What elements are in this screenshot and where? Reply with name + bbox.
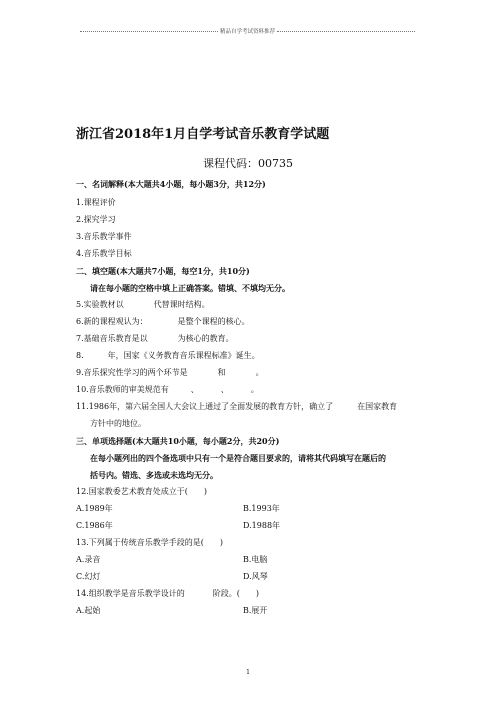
page-title: 浙江省2018年1月自学考试音乐教育学试题 bbox=[76, 127, 330, 142]
question-12-option-d: D.1988年 bbox=[243, 521, 281, 530]
question-11-text-b: 在国家教育 bbox=[357, 402, 398, 411]
question-3: 3.音乐教学事件 bbox=[76, 232, 132, 241]
question-6-text-a: 6.新的课程观认为： bbox=[76, 317, 148, 326]
question-10-text-d: 。 bbox=[250, 385, 259, 394]
question-12-option-c: C.1986年 bbox=[76, 521, 113, 530]
question-11-text-a: 11.1986年，第六届全国人大会议上通过了全面发展的教育方针，确立了 bbox=[76, 402, 334, 411]
question-8 bbox=[76, 351, 260, 361]
question-10-text-c: 、 bbox=[220, 385, 229, 394]
question-14-text-a: 14.组织教学是音乐教学设计的 bbox=[76, 589, 185, 598]
section-3-instruction-line-2: 括号内。错选、多选或未选均无分。 bbox=[90, 470, 218, 480]
question-10 bbox=[76, 385, 259, 395]
question-12-stem: 12.国家教委艺术教育处成立于( ) bbox=[76, 487, 207, 496]
question-7-text-b: 为核心的教育。 bbox=[177, 334, 234, 343]
question-11-continuation: 方针中的地位。 bbox=[90, 419, 146, 428]
question-5-text-a: 5.实验教材以 bbox=[76, 300, 124, 309]
question-8-text-a: 8. bbox=[76, 351, 84, 360]
question-14-text-b: 阶段。( ) bbox=[212, 589, 259, 598]
section-2-heading: 二、填空题(本大题共7小题，每空1分，共10分) bbox=[76, 266, 250, 276]
header-rule-left bbox=[80, 31, 218, 32]
question-11 bbox=[76, 402, 397, 412]
question-13-option-d: D.风琴 bbox=[243, 572, 268, 581]
question-10-text-b: 、 bbox=[190, 385, 199, 394]
section-3-heading: 三、单项选择题(本大题共10小题，每小题2分，共20分) bbox=[76, 436, 280, 446]
question-7-text-a: 7.基础音乐教育是以 bbox=[76, 334, 148, 343]
question-14-stem bbox=[76, 589, 259, 599]
section-3-instruction-line-1: 在每小题列出的四个备选项中只有一个是符合题目要求的，请将其代码填写在题后的 bbox=[90, 453, 386, 463]
question-14-option-a: A.起始 bbox=[76, 606, 101, 615]
question-5-text-b: 代替课时结构。 bbox=[153, 300, 210, 309]
question-9-text-a: 9.音乐探究性学习的两个环节是 bbox=[76, 368, 188, 377]
question-13-option-a: A.录音 bbox=[76, 555, 101, 564]
question-2: 2.探究学习 bbox=[76, 215, 116, 224]
question-13-option-c: C.幻灯 bbox=[76, 572, 101, 581]
section-1-heading: 一、名词解释(本大题共4小题，每小题3分，共12分) bbox=[76, 179, 266, 189]
question-9-text-c: 。 bbox=[255, 368, 264, 377]
header-rule-right bbox=[277, 31, 415, 32]
question-10-text-a: 10.音乐教师的审美规范有 bbox=[76, 385, 169, 394]
question-4: 4.音乐教学目标 bbox=[76, 249, 132, 258]
course-code: 课程代码：00735 bbox=[203, 157, 293, 170]
question-8-text-b: 年，国家《义务教育音乐课程标准》诞生。 bbox=[107, 351, 260, 360]
question-9-text-b: 和 bbox=[217, 368, 226, 377]
section-2-instruction: 请在每小题的空格中填上正确答案。错填、不填均无分。 bbox=[90, 283, 290, 293]
question-13-option-b: B.电脑 bbox=[243, 555, 268, 564]
question-12-option-a: A.1989年 bbox=[76, 504, 113, 513]
page-number: 1 bbox=[246, 669, 250, 676]
question-13-stem: 13.下列属于传统音乐教学手段的是( ) bbox=[76, 538, 223, 547]
question-1: 1.课程评价 bbox=[76, 198, 116, 207]
question-6 bbox=[76, 317, 250, 327]
question-12-option-b: B.1993年 bbox=[243, 504, 280, 513]
question-14-option-b: B.展开 bbox=[243, 606, 268, 615]
header-text: 精品自学考试资料推荐 bbox=[220, 29, 276, 35]
question-5 bbox=[76, 300, 210, 310]
question-9 bbox=[76, 368, 264, 378]
page-header bbox=[80, 26, 415, 36]
question-6-text-b: 是整个课程的核心。 bbox=[177, 317, 250, 326]
question-7 bbox=[76, 334, 234, 344]
